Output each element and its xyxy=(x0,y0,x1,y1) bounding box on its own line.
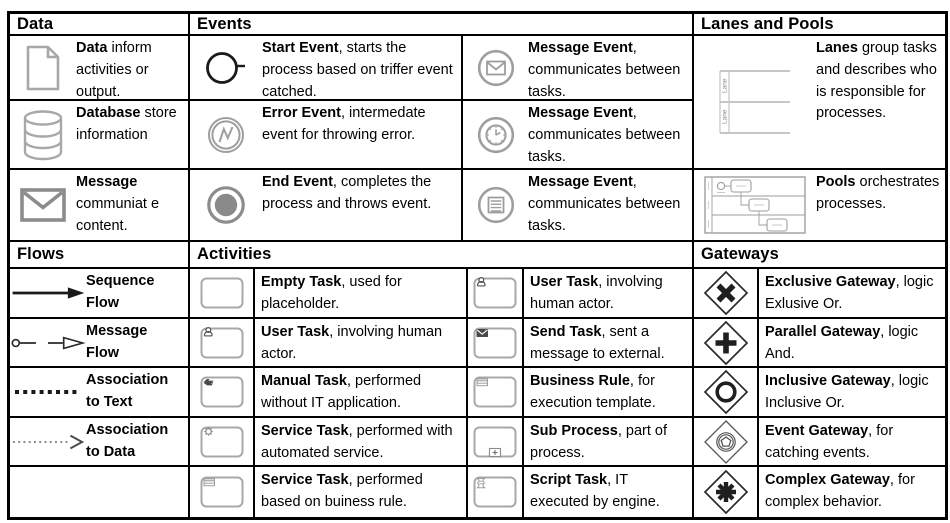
gateways-section-header: Gateways xyxy=(694,242,945,269)
entry-text: Start Event, starts the process based on triffer event catched. xyxy=(262,40,453,100)
gateway-text-parallel xyxy=(759,319,945,368)
activity-icon-script-task xyxy=(468,467,524,517)
user-task-icon xyxy=(472,275,518,311)
svg-text:Lane: Lane xyxy=(721,78,729,93)
end-event-icon xyxy=(190,170,262,240)
entry-text: User Task, involving human actor. xyxy=(261,324,443,362)
entry-text: Association to Text xyxy=(86,372,169,410)
entry-text: Sub Process, part of process. xyxy=(530,423,668,461)
entry-text: Lanes group tasks and describes who is responsible for processes. xyxy=(816,40,937,122)
gateway-icon-complex xyxy=(694,467,759,517)
error-event-icon xyxy=(190,101,262,168)
gateway-icon-event xyxy=(694,418,759,467)
association-to-data-icon xyxy=(10,418,86,465)
message-flow-icon xyxy=(10,319,86,366)
business-rule-task-icon xyxy=(472,374,518,410)
activity-icon-user-task-a xyxy=(190,319,255,368)
activity-icon-send-task xyxy=(468,319,524,368)
events-row-message-2 xyxy=(463,101,694,170)
business-service-task-icon xyxy=(199,474,245,510)
lanes-row xyxy=(694,36,945,170)
gateway-text-event xyxy=(759,418,945,467)
entry-text: Parallel Gateway, logic And. xyxy=(765,324,919,362)
activity-text-service-task xyxy=(255,418,468,467)
entry-text: Service Task, performed based on buiness rule. xyxy=(261,472,423,510)
events-section-header: Events xyxy=(190,14,694,36)
parallel-gateway-icon xyxy=(703,320,749,366)
script-task-icon xyxy=(472,474,518,510)
lanes-icon xyxy=(694,36,816,168)
entry-text: Business Rule, for execution template. xyxy=(530,373,656,411)
activity-text-sub-process xyxy=(524,418,694,467)
activity-icon-business-service-task xyxy=(190,467,255,517)
activity-text-business-rule xyxy=(524,368,694,418)
entry-text: Event Gateway, for catching events. xyxy=(765,423,894,461)
events-row-error xyxy=(190,101,463,170)
start-event-icon xyxy=(190,36,262,99)
activity-text-business-service-task xyxy=(255,467,468,517)
entry-text: End Event, completes the process and throws event. xyxy=(262,174,432,212)
events-row-end xyxy=(190,170,463,242)
document-icon xyxy=(10,36,76,99)
data-row-database xyxy=(10,101,190,170)
association-to-text-icon xyxy=(10,368,86,416)
entry-text: User Task, involving human actor. xyxy=(530,274,663,312)
bpmn-legend-table xyxy=(7,11,948,520)
events-row-start xyxy=(190,36,463,101)
activity-icon-empty-task xyxy=(190,269,255,319)
empty-task-icon xyxy=(199,275,245,311)
activity-text-script-task xyxy=(524,467,694,517)
flows-section-header: Flows xyxy=(10,242,190,269)
pools-icon xyxy=(694,170,816,240)
entry-text: Association to Data xyxy=(86,422,169,460)
svg-text:Lane: Lane xyxy=(721,109,729,124)
flows-row-empty xyxy=(10,467,190,517)
pools-row xyxy=(694,170,945,242)
entry-text: Message Flow xyxy=(86,323,148,361)
data-row-message xyxy=(10,170,190,242)
activity-text-send-task xyxy=(524,319,694,368)
legend-bottom-half xyxy=(10,242,945,517)
entry-text: Database store information xyxy=(76,105,177,143)
entry-text: Message communiat e content. xyxy=(76,174,160,234)
activity-icon-service-task xyxy=(190,418,255,467)
message-event-envelope-icon xyxy=(463,36,528,99)
exclusive-gateway-icon xyxy=(703,270,749,316)
manual-task-icon xyxy=(199,374,245,410)
message-event-document-icon xyxy=(463,170,528,240)
gateway-icon-inclusive xyxy=(694,368,759,418)
activity-text-manual-task xyxy=(255,368,468,418)
legend-top-half xyxy=(10,14,945,242)
entry-text: Script Task, IT executed by engine. xyxy=(530,472,660,510)
complex-gateway-icon xyxy=(703,469,749,515)
flows-row-association-data xyxy=(10,418,190,467)
gateway-icon-exclusive xyxy=(694,269,759,319)
sequence-flow-icon xyxy=(10,269,86,317)
events-row-message-1 xyxy=(463,36,694,101)
message-icon xyxy=(10,170,76,240)
data-row-data xyxy=(10,36,190,101)
user-task-icon xyxy=(199,325,245,361)
gateway-text-complex xyxy=(759,467,945,517)
entry-text: Message Event, communicates between tasks. xyxy=(528,174,681,234)
send-task-icon xyxy=(472,325,518,361)
activity-text-user-task xyxy=(524,269,694,319)
gateway-text-exclusive xyxy=(759,269,945,319)
service-task-icon xyxy=(199,424,245,460)
sub-process-icon xyxy=(472,424,518,460)
activity-text-user-task-a xyxy=(255,319,468,368)
entry-text: Inclusive Gateway, logic Inclusive Or. xyxy=(765,373,929,411)
entry-text: Message Event, communicates between tasks. xyxy=(528,40,681,100)
events-row-message-3 xyxy=(463,170,694,242)
entry-text: Empty Task, used for placeholder. xyxy=(261,274,402,312)
entry-text: Exclusive Gateway, logic Exlusive Or. xyxy=(765,274,934,312)
entry-text: Manual Task, performed without IT application. xyxy=(261,373,422,411)
entry-text: Sequence Flow xyxy=(86,273,155,311)
message-event-timer-icon xyxy=(463,101,528,168)
entry-text: Send Task, sent a message to external. xyxy=(530,324,665,362)
activity-icon-manual-task xyxy=(190,368,255,418)
database-icon xyxy=(10,101,76,168)
inclusive-gateway-icon xyxy=(703,369,749,415)
gateway-icon-parallel xyxy=(694,319,759,368)
activity-icon-user-task xyxy=(468,269,524,319)
event-gateway-icon xyxy=(703,419,749,465)
flows-row-message xyxy=(10,319,190,368)
entry-text: Complex Gateway, for complex behavior. xyxy=(765,472,915,510)
gateway-text-inclusive xyxy=(759,368,945,418)
activity-icon-sub-process xyxy=(468,418,524,467)
entry-text: Message Event, communicates between tasks. xyxy=(528,105,681,165)
entry-text: Error Event, intermedate event for throwing error. xyxy=(262,105,426,143)
data-section-header: Data xyxy=(10,14,190,36)
entry-text: Service Task, performed with automated service. xyxy=(261,423,453,461)
activity-icon-business-rule xyxy=(468,368,524,418)
entry-text: Data inform activities or output. xyxy=(76,40,152,100)
flows-row-association-text xyxy=(10,368,190,418)
lanes-pools-section-header: Lanes and Pools xyxy=(694,14,945,36)
entry-text: Pools orchestrates processes. xyxy=(816,174,940,212)
flows-row-sequence xyxy=(10,269,190,319)
activities-section-header: Activities xyxy=(190,242,694,269)
activity-text-empty-task xyxy=(255,269,468,319)
